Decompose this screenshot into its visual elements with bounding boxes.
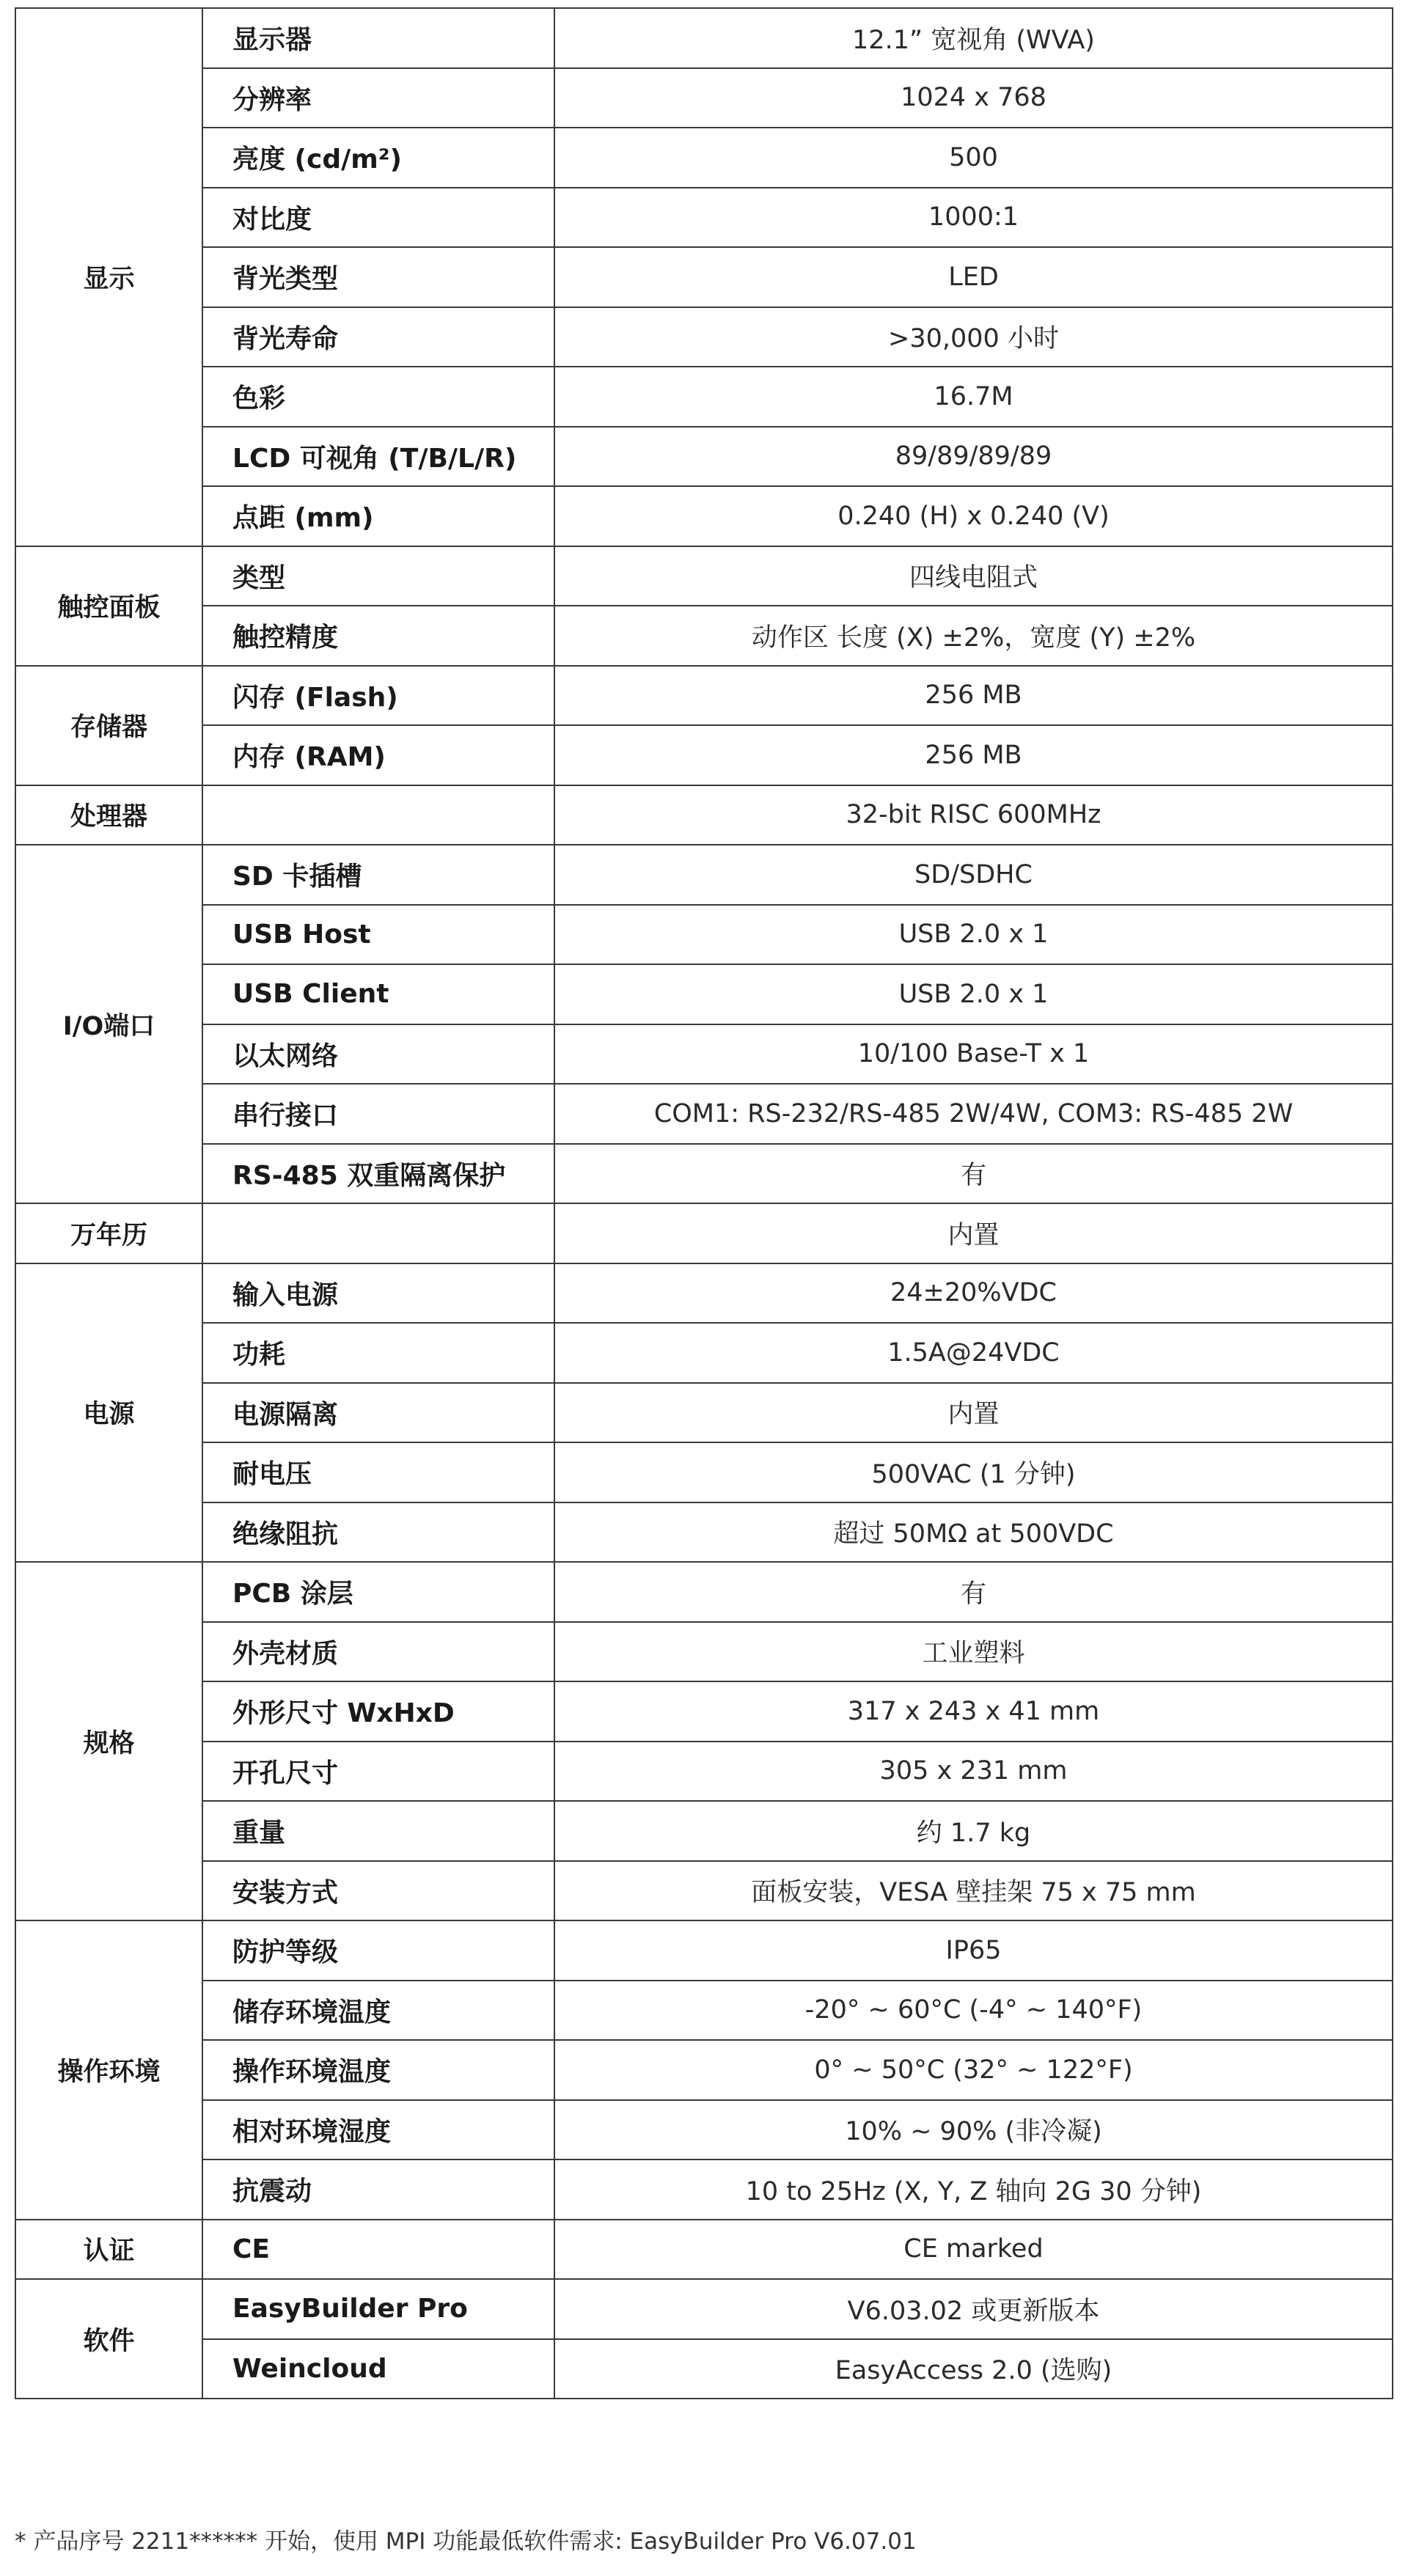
spec-row	[15, 1442, 1393, 1502]
spec-item-label: 输入电源	[202, 1263, 554, 1324]
spec-item-value: 16.7M	[554, 367, 1393, 427]
spec-item-label: 电源隔离	[202, 1383, 554, 1443]
spec-item-value: 89/89/89/89	[554, 427, 1393, 487]
spec-row	[15, 2220, 1393, 2280]
spec-row	[15, 486, 1393, 546]
spec-item-value: 10 to 25Hz (X, Y, Z 轴向 2G 30 分钟)	[554, 2159, 1393, 2220]
spec-item-value: -20° ~ 60°C (-4° ~ 140°F)	[554, 1981, 1393, 2041]
spec-item-label: USB Host	[202, 905, 554, 965]
spec-item-value: 面板安装，VESA 壁挂架 75 x 75 mm	[554, 1861, 1393, 1921]
spec-row	[15, 1024, 1393, 1085]
spec-row	[15, 8, 1393, 68]
spec-item-label: 背光类型	[202, 247, 554, 307]
spec-item-label: 显示器	[202, 8, 554, 68]
footnote: * 产品序号 2211****** 开始，使用 MPI 功能最低软件需求: EasyBuilder Pro V6.07.01	[15, 2528, 917, 2555]
spec-item-value: LED	[554, 247, 1393, 307]
spec-row	[15, 1920, 1393, 1981]
spec-row	[15, 964, 1393, 1024]
spec-item-value: 305 x 231 mm	[554, 1742, 1393, 1802]
spec-item-value: 四线电阻式	[554, 546, 1393, 606]
category-cell: 处理器	[15, 785, 202, 845]
spec-item-label: 外壳材质	[202, 1622, 554, 1682]
spec-item-value: 10% ~ 90% (非冷凝)	[554, 2100, 1393, 2160]
spec-item-label: 外形尺寸 WxHxD	[202, 1681, 554, 1742]
spec-row	[15, 905, 1393, 965]
spec-item-label	[202, 785, 554, 845]
spec-row	[15, 1144, 1393, 1204]
spec-item-label: 开孔尺寸	[202, 1742, 554, 1802]
spec-item-value: 动作区 长度 (X) ±2%，宽度 (Y) ±2%	[554, 606, 1393, 666]
spec-item-label: 色彩	[202, 367, 554, 427]
spec-row	[15, 725, 1393, 785]
spec-item-label	[202, 1203, 554, 1263]
spec-row	[15, 1323, 1393, 1383]
spec-item-label: 相对环境湿度	[202, 2100, 554, 2160]
spec-row	[15, 1681, 1393, 1742]
spec-item-value: 约 1.7 kg	[554, 1801, 1393, 1861]
spec-row	[15, 427, 1393, 487]
spec-row	[15, 2040, 1393, 2100]
spec-item-label: 背光寿命	[202, 307, 554, 367]
spec-row	[15, 2339, 1393, 2399]
spec-item-value: EasyAccess 2.0 (选购)	[554, 2339, 1393, 2399]
spec-table-body	[15, 8, 1393, 2399]
spec-row	[15, 546, 1393, 606]
category-cell: 电源	[15, 1263, 202, 1563]
spec-row	[15, 666, 1393, 726]
spec-row	[15, 188, 1393, 248]
spec-item-label: 功耗	[202, 1323, 554, 1383]
spec-row	[15, 606, 1393, 666]
category-cell: 显示	[15, 8, 202, 546]
spec-item-label: 触控精度	[202, 606, 554, 666]
spec-item-label: 安装方式	[202, 1861, 554, 1921]
spec-item-value: 500	[554, 128, 1393, 188]
spec-item-label: RS-485 双重隔离保护	[202, 1144, 554, 1204]
spec-item-value: IP65	[554, 1920, 1393, 1981]
spec-row	[15, 68, 1393, 128]
spec-item-label: 亮度 (cd/m²)	[202, 128, 554, 188]
spec-row	[15, 247, 1393, 307]
spec-item-value: 256 MB	[554, 725, 1393, 785]
spec-row	[15, 1084, 1393, 1144]
spec-item-label: Weincloud	[202, 2339, 554, 2399]
spec-item-value: USB 2.0 x 1	[554, 905, 1393, 965]
spec-row	[15, 1203, 1393, 1263]
spec-row	[15, 1861, 1393, 1921]
spec-item-value: 工业塑料	[554, 1622, 1393, 1682]
category-cell: 触控面板	[15, 546, 202, 666]
spec-item-label: 绝缘阻抗	[202, 1502, 554, 1563]
category-cell: 存储器	[15, 666, 202, 785]
spec-item-value: 0° ~ 50°C (32° ~ 122°F)	[554, 2040, 1393, 2100]
spec-item-value: 500VAC (1 分钟)	[554, 1442, 1393, 1502]
spec-item-label: 耐电压	[202, 1442, 554, 1502]
spec-item-label: SD 卡插槽	[202, 845, 554, 905]
spec-item-label: 类型	[202, 546, 554, 606]
spec-row	[15, 1742, 1393, 1802]
category-cell: I/O端口	[15, 845, 202, 1203]
spec-item-label: 储存环境温度	[202, 1981, 554, 2041]
spec-row	[15, 367, 1393, 427]
category-cell: 认证	[15, 2220, 202, 2280]
spec-item-value: 超过 50MΩ at 500VDC	[554, 1502, 1393, 1563]
spec-item-value: 1024 x 768	[554, 68, 1393, 128]
spec-item-value: 12.1” 宽视角 (WVA)	[554, 8, 1393, 68]
spec-row	[15, 845, 1393, 905]
spec-item-value: 内置	[554, 1383, 1393, 1443]
spec-row	[15, 128, 1393, 188]
spec-item-label: 以太网络	[202, 1024, 554, 1085]
spec-row	[15, 1801, 1393, 1861]
category-cell: 操作环境	[15, 1920, 202, 2220]
spec-row	[15, 1502, 1393, 1563]
spec-item-value: 1000:1	[554, 188, 1393, 248]
spec-item-value: 24±20%VDC	[554, 1263, 1393, 1324]
spec-row	[15, 307, 1393, 367]
spec-item-value: 10/100 Base-T x 1	[554, 1024, 1393, 1085]
spec-item-value: 有	[554, 1562, 1393, 1622]
spec-item-label: 操作环境温度	[202, 2040, 554, 2100]
spec-row	[15, 1981, 1393, 2041]
spec-item-label: CE	[202, 2220, 554, 2280]
spec-item-value: 32-bit RISC 600MHz	[554, 785, 1393, 845]
spec-item-value: CE marked	[554, 2220, 1393, 2280]
spec-item-label: 内存 (RAM)	[202, 725, 554, 785]
spec-item-value: COM1: RS-232/RS-485 2W/4W, COM3: RS-485 2W	[554, 1084, 1393, 1144]
spec-row	[15, 1383, 1393, 1443]
spec-row	[15, 2159, 1393, 2220]
category-cell: 软件	[15, 2279, 202, 2399]
spec-item-value: 内置	[554, 1203, 1393, 1263]
spec-row	[15, 1263, 1393, 1324]
spec-row	[15, 785, 1393, 845]
spec-item-value: SD/SDHC	[554, 845, 1393, 905]
spec-item-label: 对比度	[202, 188, 554, 248]
category-cell: 规格	[15, 1562, 202, 1920]
spec-item-label: 闪存 (Flash)	[202, 666, 554, 726]
spec-item-label: USB Client	[202, 964, 554, 1024]
spec-item-value: USB 2.0 x 1	[554, 964, 1393, 1024]
spec-item-value: 317 x 243 x 41 mm	[554, 1681, 1393, 1742]
spec-item-value: >30,000 小时	[554, 307, 1393, 367]
spec-item-label: 重量	[202, 1801, 554, 1861]
spec-item-value: V6.03.02 或更新版本	[554, 2279, 1393, 2339]
category-cell: 万年历	[15, 1203, 202, 1263]
spec-row	[15, 1622, 1393, 1682]
spec-item-label: 防护等级	[202, 1920, 554, 1981]
spec-item-label: PCB 涂层	[202, 1562, 554, 1622]
spec-item-label: 点距 (mm)	[202, 486, 554, 546]
spec-item-value: 256 MB	[554, 666, 1393, 726]
spec-item-label: 分辨率	[202, 68, 554, 128]
spec-table	[15, 7, 1393, 2399]
spec-item-value: 有	[554, 1144, 1393, 1204]
spec-item-label: 抗震动	[202, 2159, 554, 2220]
spec-item-value: 1.5A@24VDC	[554, 1323, 1393, 1383]
spec-row	[15, 2100, 1393, 2160]
spec-row	[15, 2279, 1393, 2339]
spec-item-value: 0.240 (H) x 0.240 (V)	[554, 486, 1393, 546]
spec-row	[15, 1562, 1393, 1622]
spec-item-label: LCD 可视角 (T/B/L/R)	[202, 427, 554, 487]
spec-item-label: EasyBuilder Pro	[202, 2279, 554, 2339]
spec-item-label: 串行接口	[202, 1084, 554, 1144]
